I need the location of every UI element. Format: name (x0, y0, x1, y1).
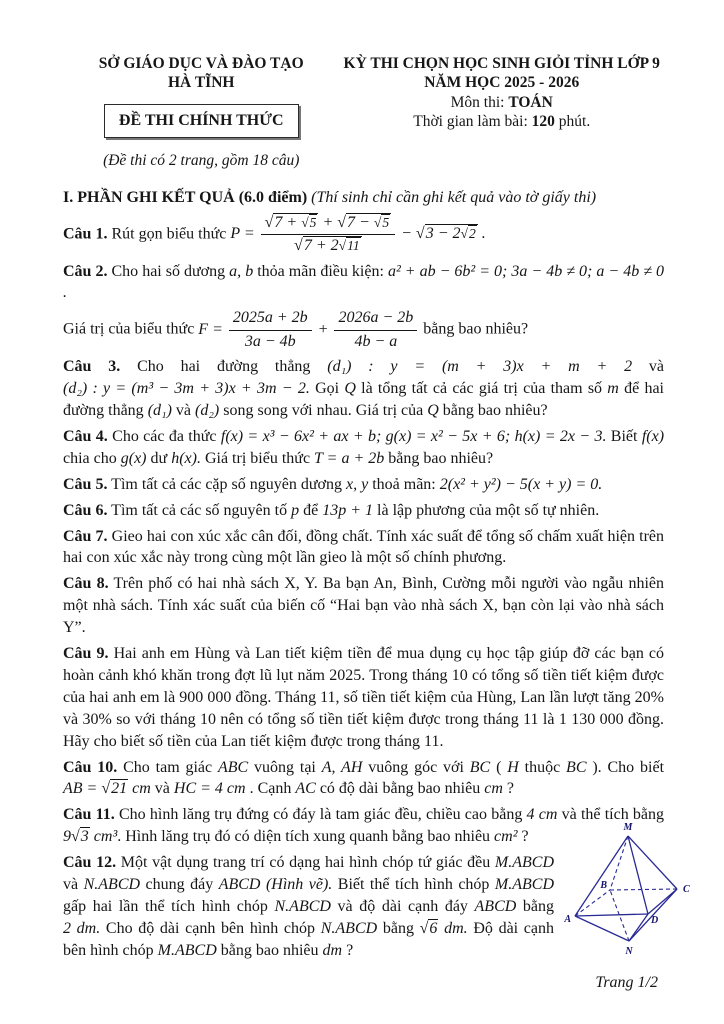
question-text: thoả mãn: (368, 475, 440, 493)
question-label: Câu 4. (63, 427, 108, 445)
sqrt-radical (460, 225, 476, 241)
question-text: Cho hai đường thẳng (120, 358, 328, 376)
sqrt-radicand: 11 (347, 238, 360, 254)
math-run: dm. (438, 919, 468, 937)
fraction (261, 213, 395, 257)
math-run: 3 − 2 (425, 225, 461, 243)
question-text: ( (490, 758, 508, 776)
question-text: để hai đường thẳng (63, 380, 665, 419)
question-label: Câu 7. (63, 527, 108, 545)
math-run: g(x) (120, 449, 147, 467)
question-text: Độ dài cạnh bên hình chóp (63, 919, 554, 959)
bipyramid-drawing (564, 818, 716, 970)
question-label: Câu 12. (63, 854, 117, 872)
sqrt-radicand: 5 (382, 214, 390, 230)
math-run: x, y (346, 475, 369, 493)
math-run: T = a + 2b (314, 449, 385, 467)
math-run: . (477, 225, 486, 243)
question-text: và độ dài cạnh đáy (330, 898, 475, 916)
question-text: Gieo hai con xúc xắc cân đối, đồng chất. Tính xác suất để tổng số chấm xuất hiện trên hai con xúc xắc này trong cùng một lần gieo là một số chính phương. (63, 527, 665, 567)
sqrt-radical (301, 214, 317, 230)
vertex-label-c: C (683, 884, 690, 896)
bipyramid-figure (564, 818, 716, 970)
sqrt-radical (265, 213, 319, 231)
math-run: m (607, 380, 619, 398)
question-text: . Cạnh (245, 780, 296, 798)
question-text: bằng (516, 898, 554, 916)
math-expression (198, 309, 419, 350)
question-6 (63, 500, 664, 522)
math-run: N.ABCD (274, 898, 331, 916)
math-run: ABC (217, 758, 249, 776)
question-4 (63, 426, 664, 470)
question-text: Cho độ dài cạnh bên hình chóp (100, 919, 321, 937)
sqrt-radical (101, 779, 128, 797)
question-5 (63, 474, 664, 496)
question-text: Cho hai số dương (107, 262, 230, 280)
question-3 (63, 356, 664, 422)
sqrt-radical (374, 214, 390, 230)
question-text: Một vật dụng trang trí có dạng hai hình chóp tứ giác đều (116, 854, 495, 872)
vertex-label-m: M (623, 822, 633, 834)
section-note: (Thí sinh chỉ cần ghi kết quả vào tờ giấy thi) (311, 188, 597, 206)
org-name-line1: SỞ GIÁO DỤC VÀ ĐÀO TẠO (98, 55, 304, 72)
question-label: Câu 3. (63, 358, 121, 376)
duration-line (339, 112, 664, 131)
math-run: cm (128, 780, 151, 798)
math-run: h(x). (171, 449, 201, 467)
question-text: Biết (606, 427, 642, 445)
question-text: Cho hình lăng trụ đứng có đáy là tam giác đều, chiều cao bằng (114, 806, 527, 824)
math-run: (d₂) : y = (m³ − 3m + 3)x + 3m − 2. (63, 380, 310, 398)
math-run: + (318, 213, 338, 231)
question-text: dư (146, 449, 172, 467)
subject-value: TOÁN (508, 93, 553, 111)
math-run: 9 (63, 828, 71, 846)
math-run: 7 + 2 (303, 237, 339, 255)
question-text: Giá trị của biểu thức (63, 320, 199, 338)
math-run: ABCD (218, 876, 261, 894)
math-run: M.ABCD (157, 941, 217, 959)
math-run: 2(x² + y²) − 5(x + y) = 0. (439, 475, 603, 493)
vertex-label-n: N (625, 946, 633, 958)
math-run: BC (469, 758, 491, 776)
section-title: I. PHẦN GHI KẾT QUẢ (6.0 điểm) (63, 188, 312, 206)
sqrt-radical (71, 827, 90, 845)
sqrt-radical (339, 237, 361, 253)
math-run: 13p + 1 (322, 501, 374, 519)
question-text: Cho tam giác (117, 758, 218, 776)
sqrt-radical (294, 236, 362, 254)
subject-line (339, 93, 664, 112)
math-run: AC (295, 780, 316, 798)
exam-title-line2: NĂM HỌC 2025 - 2026 (424, 74, 580, 92)
math-run: F = (198, 320, 227, 338)
question-text: bằng bao nhiêu (216, 941, 323, 959)
math-expression (63, 779, 151, 797)
sqrt-radicand: 5 (309, 214, 317, 230)
question-text: ? (342, 941, 354, 959)
math-run: A, AH (321, 758, 363, 776)
math-run: p (291, 501, 300, 519)
header (63, 54, 664, 171)
fraction-denominator: 3a − 4b (244, 332, 296, 350)
question-text: thỏa mãn điều kiện: (253, 262, 388, 280)
math-run: HC = 4 cm (173, 780, 246, 798)
header-right (339, 54, 664, 171)
question-text: Cho các đa thức (107, 427, 221, 445)
question-7 (63, 526, 664, 570)
subject-label: Môn thi: (450, 93, 509, 111)
fraction-numerator: 2026a − 2b (334, 308, 417, 330)
question-2-continued (63, 308, 664, 352)
sqrt-radical (416, 224, 478, 242)
sqrt-radicand: 21 (111, 780, 128, 798)
question-text: vuông góc với (362, 758, 470, 776)
figure-reference: (Hình vẽ). (260, 876, 333, 894)
math-run: Q (344, 380, 356, 398)
question-text: vuông tại (248, 758, 322, 776)
fraction-denominator (261, 235, 395, 256)
math-run: N.ABCD (83, 876, 141, 894)
math-run: (d₁) (147, 401, 172, 419)
math-run: − (397, 225, 416, 243)
math-run: cm³ (89, 828, 118, 846)
page-number: Trang 1/2 (595, 973, 658, 991)
math-run: 2 dm. (63, 919, 101, 937)
math-run: 7 + (274, 213, 302, 231)
question-text: ? (517, 828, 529, 846)
sqrt-radicand: 6 (429, 919, 438, 937)
math-run: ABCD (474, 898, 517, 916)
org-name-line2: HÀ TĨNH (167, 74, 235, 92)
sqrt-radical (337, 213, 391, 231)
question-text: ). Cho biết (586, 758, 665, 776)
math-run: Q (427, 401, 439, 419)
question-10 (63, 757, 664, 801)
math-expression (420, 919, 468, 937)
math-run: f(x) = x³ − 6x² + ax + b; g(x) = x² − 5x + 6; h(x) = 2x − 3. (220, 427, 607, 445)
math-run: dm (322, 941, 343, 959)
question-text: và (63, 876, 84, 894)
question-label: Câu 2. (63, 262, 108, 280)
question-text: Giá trị biểu thức (200, 449, 315, 467)
question-text: bằng bao nhiêu? (419, 320, 529, 338)
question-text: Tìm tất cả các số nguyên tố (107, 501, 292, 519)
question-label: Câu 6. (63, 501, 108, 519)
vertex-label-d: D (651, 915, 659, 927)
question-text: . Hình lăng trụ đó có diện tích xung quanh bằng bao nhiêu (117, 828, 495, 846)
math-run: cm (484, 780, 503, 798)
question-8 (63, 573, 664, 639)
question-label: Câu 10. (63, 758, 118, 776)
vertex-label-b: B (600, 880, 607, 892)
math-run: (d₁) : y = (m + 3)x + m + 2 (327, 358, 633, 376)
question-text: thuộc (518, 758, 567, 776)
question-text: và (632, 358, 665, 376)
math-run: a, b (229, 262, 254, 280)
question-text: Rút gọn biểu thức (107, 225, 231, 243)
exam-title-line1: KỲ THI CHỌN HỌC SINH GIỎI TỈNH LỚP 9 (343, 55, 660, 72)
math-run: f(x) (641, 427, 665, 445)
question-label: Câu 8. (63, 575, 109, 593)
question-label: Câu 5. (63, 475, 108, 493)
math-run: N.ABCD (320, 919, 378, 937)
question-text: là lập phương của một số tự nhiên. (373, 501, 600, 519)
math-run: M.ABCD (494, 876, 555, 894)
question-text: và (171, 401, 196, 419)
question-text: và (150, 780, 174, 798)
math-run: 4 cm (526, 806, 558, 824)
math-run: AB = (63, 780, 102, 798)
question-text: gấp hai lần thể tích hình chóp (63, 898, 275, 916)
question-1 (63, 213, 664, 257)
question-label: Câu 9. (63, 645, 109, 663)
math-expression (230, 213, 486, 255)
question-text: có độ dài bằng bao nhiêu (315, 780, 485, 798)
header-left (63, 54, 339, 171)
vertex-label-a: A (564, 914, 571, 926)
question-2 (63, 261, 664, 305)
math-expression (63, 827, 117, 845)
question-text: ? (502, 780, 514, 798)
question-text: chung đáy (140, 876, 219, 894)
fraction (334, 308, 417, 352)
math-run: + (313, 320, 333, 338)
official-exam-box: ĐỀ THI CHÍNH THỨC (104, 104, 299, 138)
duration-value: 120 (531, 113, 555, 131)
question-text: Trên phố có hai nhà sách X, Y. Ba bạn An, Bình, Cường mỗi người vào ngẫu nhiên một nhà sách. Tính xác suất của biến cố “Hai bạn vào nhà sách X, bạn còn lại vào nhà sách Y”. (63, 575, 665, 637)
question-text: Biết thể tích hình chóp (332, 876, 495, 894)
question-text: và thể tích bằng (557, 806, 665, 824)
question-text: Gọi (309, 380, 345, 398)
math-run: a² + ab − 6b² = 0; 3a − 4b ≠ 0; a − 4b ≠ 0 . (63, 262, 665, 302)
fraction (229, 308, 312, 352)
sqrt-radical (420, 919, 439, 937)
question-text: Hai anh em Hùng và Lan tiết kiệm tiền để mua dụng cụ học tập giúp đỡ các bạn có hoàn cảnh khó khăn trong đợt lũ lụt năm 2025. Trong tháng 10 có tổng số tiền tiết kiệm được của hai anh em là 900 000 đồng. Tháng 11, số tiền tiết kiệm của Hùng, Lan lần lượt tăng 20% và 30% so với tháng 10 nên có tổng số tiền tiết kiệm được trong tháng 11 là 1 130 000 đồng. Hãy cho biết số tiền của Lan tiết kiệm được trong tháng 11. (63, 645, 665, 750)
math-run: cm² (494, 828, 518, 846)
question-text: bằng bao nhiêu? (438, 401, 548, 419)
math-run: H (507, 758, 519, 776)
sqrt-radicand: 3 (80, 828, 89, 846)
question-text: bằng (377, 919, 420, 937)
math-run: BC (566, 758, 587, 776)
question-text: song song với nhau. Giá trị của (219, 401, 428, 419)
duration-suffix: phút. (554, 113, 591, 131)
question-text: bằng bao nhiêu? (384, 449, 494, 467)
math-run: 7 − (347, 213, 374, 231)
question-label: Câu 11. (63, 806, 115, 824)
pages-note: (Đề thi có 2 trang, gồm 18 câu) (103, 151, 300, 169)
section-heading (63, 187, 664, 209)
math-run: P = (230, 225, 259, 243)
question-text: để (299, 501, 323, 519)
question-label: Câu 1. (63, 225, 108, 243)
question-9 (63, 643, 664, 753)
question-text: là tổng tất cả các giá trị của tham số (355, 380, 608, 398)
fraction-numerator (261, 213, 395, 235)
duration-label: Thời gian làm bài: (413, 113, 532, 131)
fraction-numerator: 2025a + 2b (229, 308, 312, 330)
question-text: chia cho (63, 449, 121, 467)
fraction-denominator: 4b − a (354, 332, 398, 350)
math-run: (d₂) (195, 401, 220, 419)
sqrt-radicand: 2 (468, 226, 476, 242)
question-text: Tìm tất cả các cặp số nguyên dương (107, 475, 346, 493)
math-run: M.ABCD (494, 854, 555, 872)
